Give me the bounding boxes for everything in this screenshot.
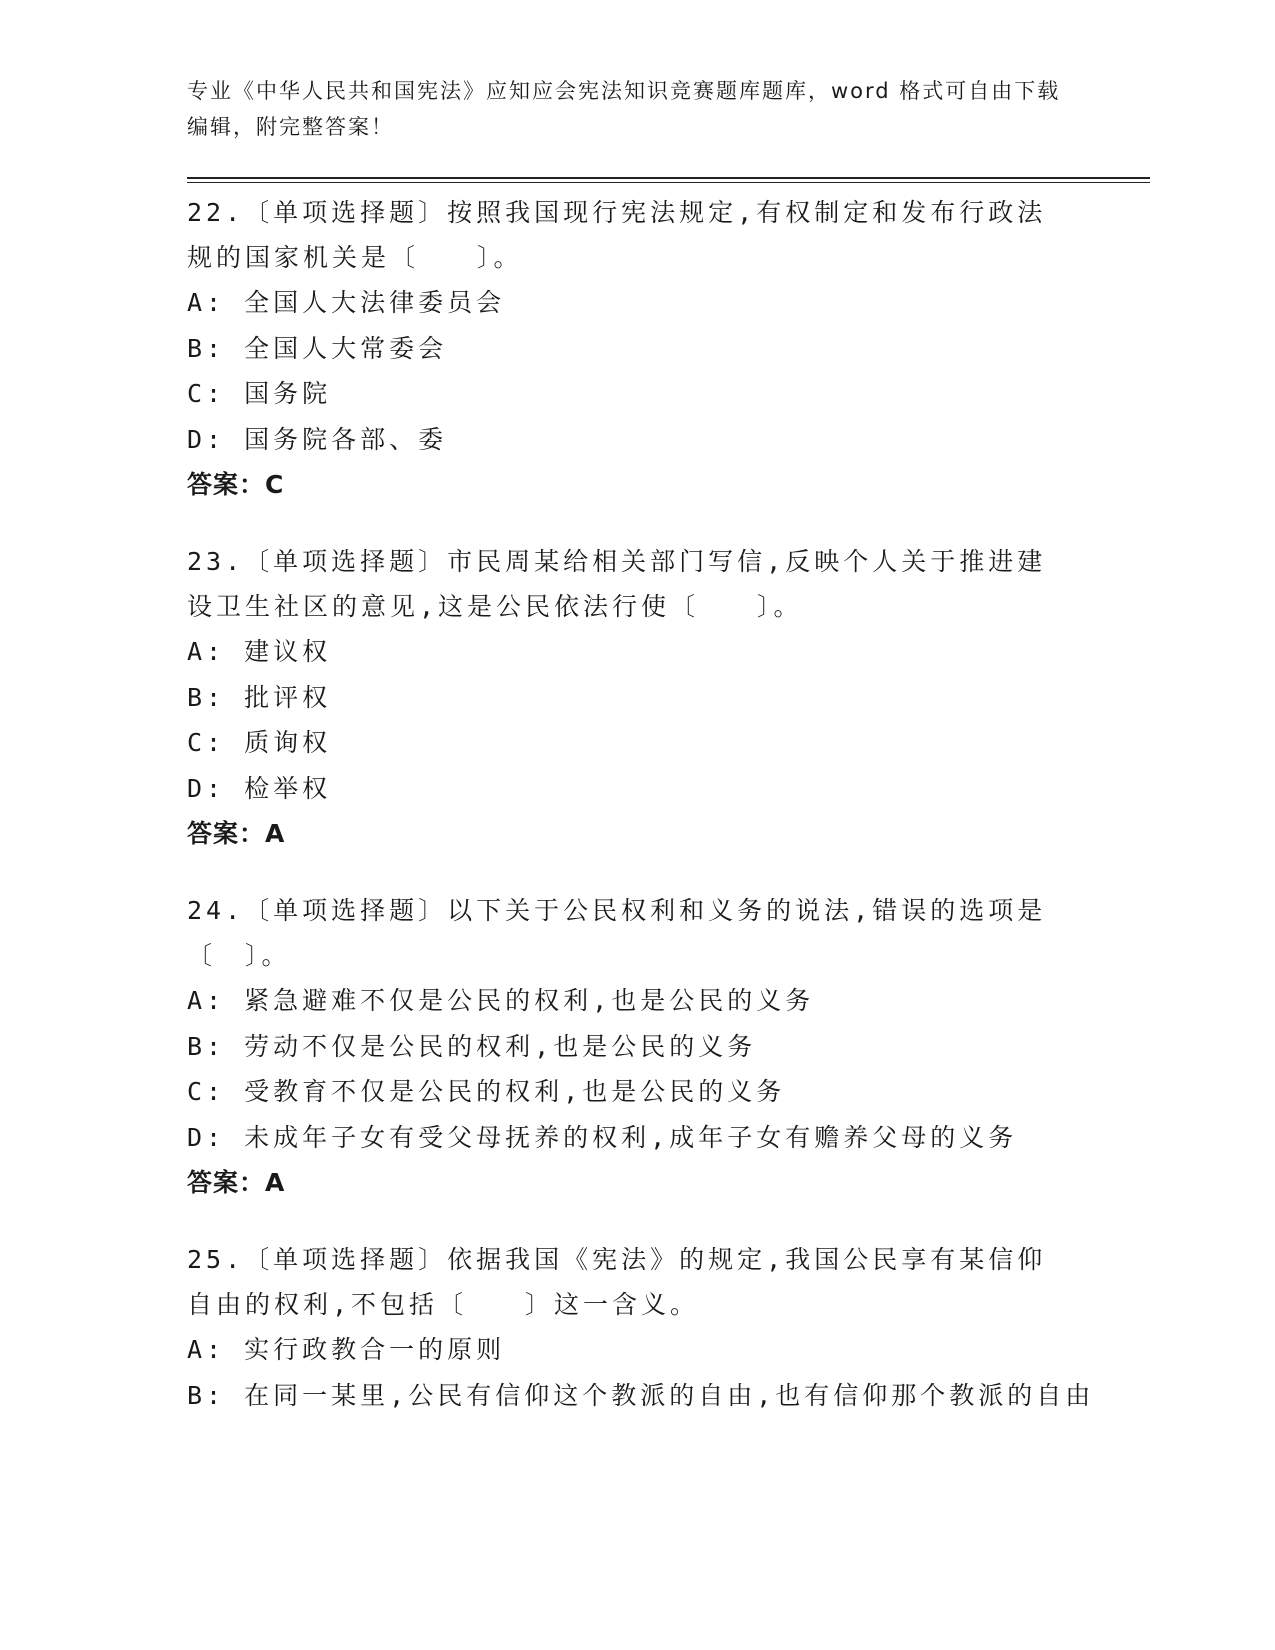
question-text: 23.〔单项选择题〕市民周某给相关部门写信,反映个人关于推进建设卫生社区的意见,这是公民依法行使〔 〕。 <box>187 547 1047 621</box>
option-d: D: 国务院各部、委 <box>187 424 448 454</box>
question-text: 25.〔单项选择题〕依据我国《宪法》的规定,我国公民享有某信仰自由的权利,不包括〔 〕这一含义。 <box>187 1245 1047 1319</box>
question-24 <box>187 888 1087 1205</box>
question-22 <box>187 190 1087 507</box>
header-divider-thick <box>187 177 1150 179</box>
question-25 <box>187 1237 1095 1418</box>
option-a: A: 全国人大法律委员会 <box>187 288 506 317</box>
question-23 <box>187 539 1087 856</box>
answer-label: 答案：C <box>187 470 285 499</box>
option-b: B: 在同一某里,公民有信仰这个教派的自由,也有信仰那个教派的自由 <box>187 1380 1095 1410</box>
question-text: 22.〔单项选择题〕按照我国现行宪法规定,有权制定和发布行政法规的国家机关是〔 〕。 <box>187 198 1047 272</box>
option-b: B: 劳动不仅是公民的权利,也是公民的义务 <box>187 1031 757 1061</box>
option-b: B: 批评权 <box>187 682 332 712</box>
option-c: C: 质询权 <box>187 728 332 757</box>
option-d: D: 未成年子女有受父母抚养的权利,成年子女有赡养父母的义务 <box>187 1122 1018 1152</box>
answer-label: 答案：A <box>187 1168 286 1197</box>
option-d: D: 检举权 <box>187 773 332 803</box>
document-header: 专业《中华人民共和国宪法》应知应会宪法知识竞赛题库题库，word 格式可自由下载编辑，附完整答案！ <box>187 79 1061 139</box>
header-divider-thin <box>187 182 1150 183</box>
question-text: 24.〔单项选择题〕以下关于公民权利和义务的说法,错误的选项是〔 〕。 <box>187 896 1047 970</box>
option-b: B: 全国人大常委会 <box>187 333 448 363</box>
option-a: A: 实行政教合一的原则 <box>187 1335 506 1364</box>
option-c: C: 受教育不仅是公民的权利,也是公民的义务 <box>187 1077 786 1106</box>
answer-label: 答案：A <box>187 819 286 848</box>
option-a: A: 建议权 <box>187 637 332 666</box>
question-list <box>187 190 1095 1450</box>
option-a: A: 紧急避难不仅是公民的权利,也是公民的义务 <box>187 986 815 1015</box>
option-c: C: 国务院 <box>187 379 332 408</box>
